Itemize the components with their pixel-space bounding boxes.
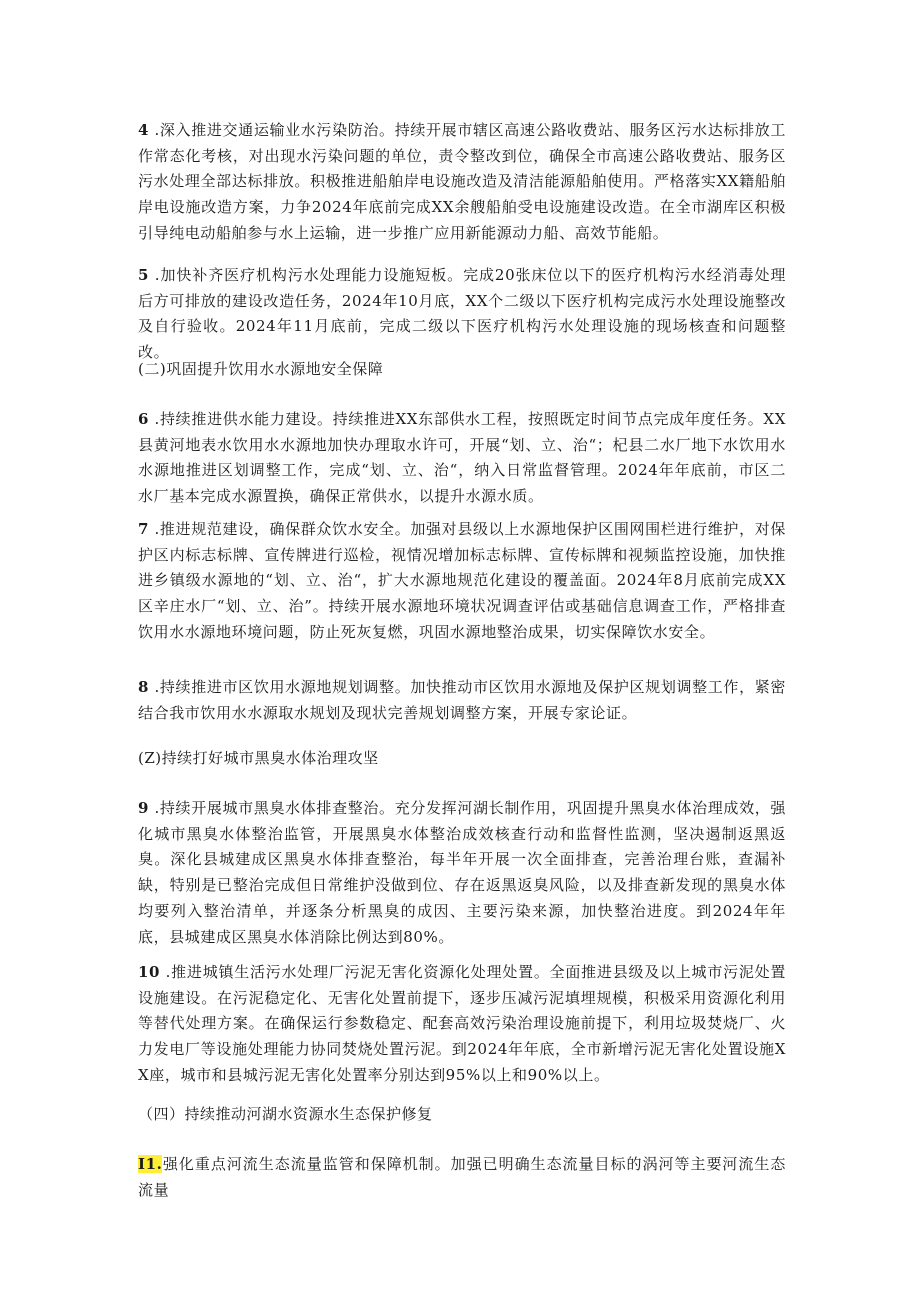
paragraph-text: .持续开展城市黑臭水体排查整治。充分发挥河湖长制作用，巩固提升黑臭水体治理成效，强化城市黑臭水体整治监管，开展黑臭水体整治成效核查行动和监督性监测，坚决遏制返黑返臭。深化县城建成区黑臭水体排查整治，每半年开展一次全面排查，完善治理台账，查漏补缺，特别是已整治完成但日常维护没做到位、存在返黑返臭风险，以及排查新发现的黑臭水体均要列入整治清单，并逐条分析黑臭的成因、主要污染来源，加快整治进度。到2024年年底，县城建成区黑臭水体消除比例达到80%。 bbox=[138, 799, 786, 946]
paragraph-text: .加快补齐医疗机构污水处理能力设施短板。完成20张床位以下的医疗机构污水经消毒处理后方可排放的建设改造任务，2024年10月底，XX个二级以下医疗机构完成污水处理设施整改及自行验收。2024年11月底前，完成二级以下医疗机构污水处理设施的现场核查和问题整改。 bbox=[138, 266, 786, 362]
section-heading-text: (Z)持续打好城市黑臭水体治理攻坚 bbox=[138, 749, 379, 767]
paragraph-7 bbox=[138, 517, 786, 646]
paragraph-8 bbox=[138, 675, 786, 726]
paragraph-number: 6 bbox=[138, 410, 150, 428]
paragraph-number: 10 bbox=[138, 963, 161, 981]
section-heading-4 bbox=[138, 1102, 786, 1128]
paragraph-text: .持续推进供水能力建设。持续推进XX东部供水工程，按照既定时间节点完成年度任务。XX县黄河地表水饮用水水源地加快办理取水许可，开展“划、立、治“；杞县二水厂地下水饮用水水源地推进区划调整工作，完成“划、立、治“，纳入日常监督管理。2024年年底前，市区二水厂基本完成水源置换，确保正常供水，以提升水源水质。 bbox=[138, 410, 786, 506]
section-heading-2 bbox=[138, 357, 786, 383]
paragraph-4 bbox=[138, 118, 786, 247]
paragraph-number: 7 bbox=[138, 520, 150, 538]
paragraph-number: 4 bbox=[138, 121, 150, 139]
paragraph-number: 8 bbox=[138, 678, 150, 696]
paragraph-text: .推进城镇生活污水处理厂污泥无害化资源化处理处置。全面推进县级及以上城市污泥处置设施建设。在污泥稳定化、无害化处置前提下，逐步压减污泥填埋规模，积极采用资源化利用等替代处理方案。在确保运行参数稳定、配套高效污染治理设施前提下，利用垃圾焚烧厂、火力发电厂等设施处理能力协同焚烧处置污泥。到2024年年底，全市新增污泥无害化处置设施XX座，城市和县城污泥无害化处置率分别达到95%以上和90%以上。 bbox=[138, 963, 786, 1084]
paragraph-10 bbox=[138, 960, 786, 1089]
paragraph-text: .持续推进市区饮用水源地规划调整。加快推动市区饮用水源地及保护区规划调整工作，紧密结合我市饮用水水源取水规划及现状完善规划调整方案，开展专家论证。 bbox=[138, 678, 786, 722]
paragraph-text: .推进规范建设，确保群众饮水安全。加强对县级以上水源地保护区围网围栏进行维护，对保护区内标志标牌、宣传牌进行巡检，视情况增加标志标牌、宣传标牌和视频监控设施，加快推进乡镇级水源地的“划、立、治“，扩大水源地规范化建设的覆盖面。2024年8月底前完成XX区辛庄水厂“划、立、治”。持续开展水源地环境状况调查评估或基础信息调查工作，严格排查饮用水水源地环境问题，防止死灰复燃，巩固水源地整治成果，切实保障饮水安全。 bbox=[138, 520, 786, 641]
paragraph-11 bbox=[138, 1152, 786, 1203]
section-heading-text: (二)巩固提升饮用水水源地安全保障 bbox=[138, 360, 384, 378]
paragraph-9 bbox=[138, 796, 786, 950]
paragraph-number: 5 bbox=[138, 266, 150, 284]
paragraph-6 bbox=[138, 407, 786, 510]
section-heading-text: （四）持续推动河湖水资源水生态保护修复 bbox=[138, 1105, 433, 1123]
paragraph-number-highlighted: I1. bbox=[138, 1155, 163, 1173]
paragraph-text: 强化重点河流生态流量监管和保障机制。加强已明确生态流量目标的涡河等主要河流生态流量 bbox=[138, 1155, 786, 1199]
paragraph-5 bbox=[138, 263, 786, 366]
paragraph-number: 9 bbox=[138, 799, 150, 817]
paragraph-text: .深入推进交通运输业水污染防治。持续开展市辖区高速公路收费站、服务区污水达标排放工作常态化考核，对出现水污染问题的单位，责令整改到位，确保全市高速公路收费站、服务区污水处理全部达标排放。积极推进船舶岸电设施改造及清洁能源船舶使用。严格落实XX籍船舶岸电设施改造方案，力争2024年底前完成XX余艘船舶受电设施建设改造。在全市湖库区积极引导纯电动船舶参与水上运输，进一步推广应用新能源动力船、高效节能船。 bbox=[138, 121, 786, 242]
section-heading-3 bbox=[138, 746, 786, 772]
